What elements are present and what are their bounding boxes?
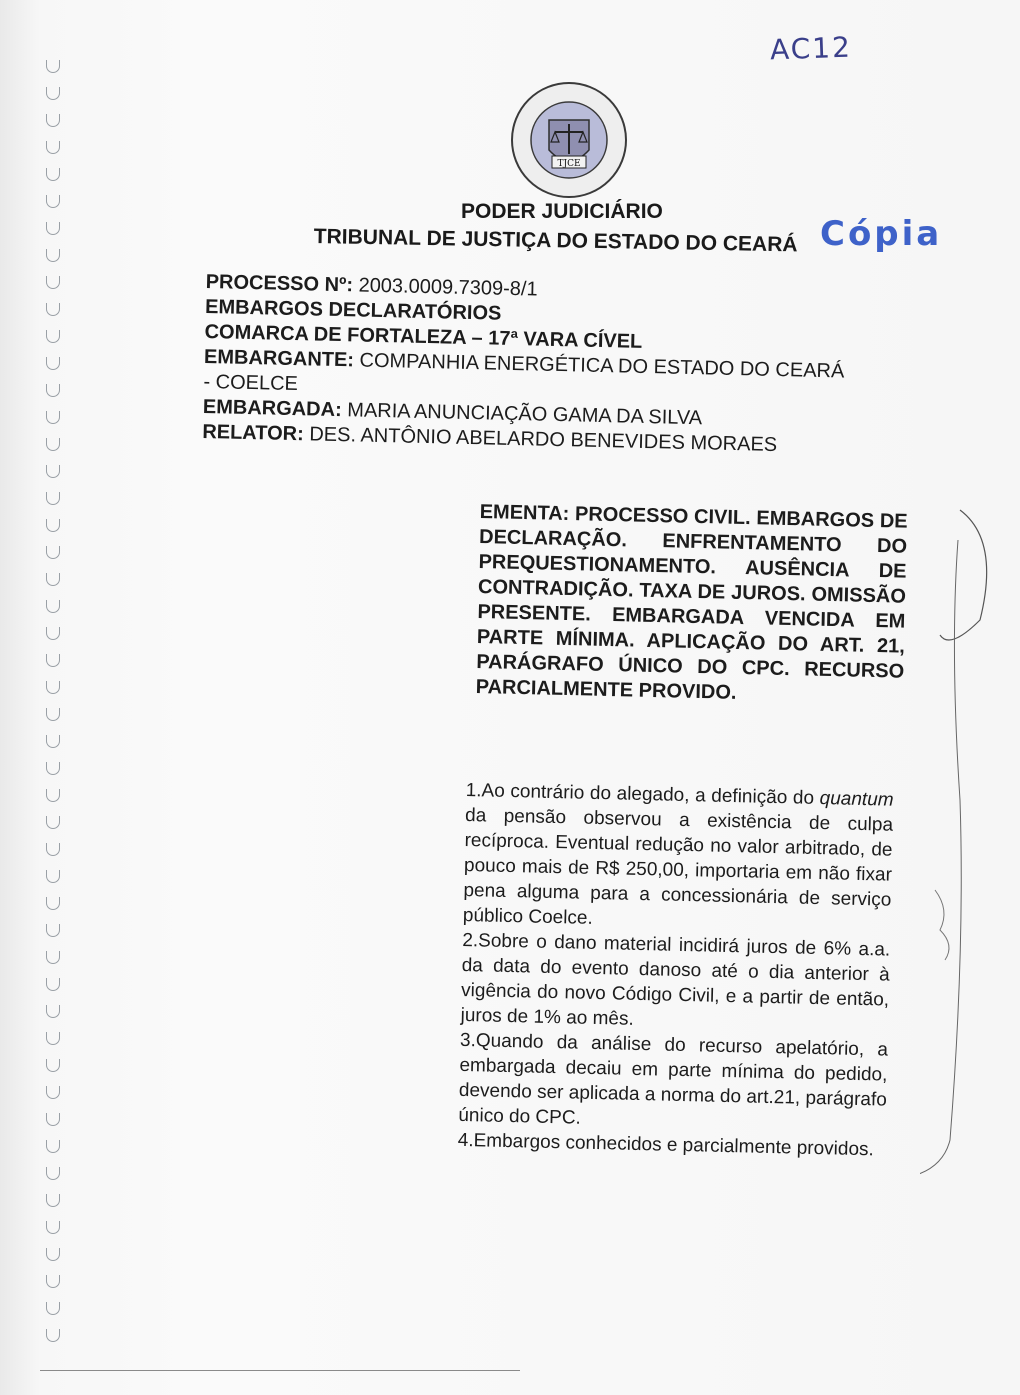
svg-text:TJCE: TJCE bbox=[557, 159, 581, 169]
binding-hole bbox=[46, 357, 60, 370]
binding-hole bbox=[46, 1194, 60, 1207]
item-3: 3.Quando da análise do recurso apelatório, a embargada decaiu em parte mínima do pedido, devendo ser aplicada a norma do art.21, parágrafo único do CPC. bbox=[458, 1029, 889, 1129]
item-4: 4.Embargos conhecidos e parcialmente providos. bbox=[457, 1129, 875, 1161]
binding-hole bbox=[46, 978, 60, 991]
tipo-line: EMBARGOS DECLARATÓRIOS bbox=[204, 295, 502, 325]
binding-hole bbox=[46, 681, 60, 694]
binding-hole bbox=[46, 114, 60, 127]
binding-hole bbox=[46, 168, 60, 181]
binding-hole bbox=[46, 1248, 60, 1261]
binding-hole bbox=[46, 438, 60, 451]
binding-hole bbox=[46, 924, 60, 937]
binding-hole bbox=[46, 870, 60, 883]
ementa-summary: EMENTA: PROCESSO CIVIL. EMBARGOS DE DECLARAÇÃO. ENFRENTAMENTO DO PREQUESTIONAMENTO. AUSÊNCIA DE CONTRADIÇÃO. TAXA DE JUROS. OMISSÃO PRESENTE. EMBARGADA VENCIDA EM PARTE MÍNIMA. APLICAÇÃO DO ART. 21, PARÁGRAFO ÚNICO DO CPC. RECURSO PARCIALMENTE PROVIDO. bbox=[475, 500, 908, 704]
binding-hole bbox=[46, 330, 60, 343]
court-title: TRIBUNAL DE JUSTIÇA DO ESTADO DO CEARÁ bbox=[313, 225, 798, 257]
copy-stamp: Cópia bbox=[820, 214, 943, 254]
binding-hole bbox=[46, 1086, 60, 1099]
binding-hole bbox=[46, 465, 60, 478]
binding-hole bbox=[46, 762, 60, 775]
binding-hole bbox=[46, 816, 60, 829]
court-seal-icon bbox=[508, 80, 630, 200]
binding-hole bbox=[46, 519, 60, 532]
embargante-cont-line: - COELCE bbox=[203, 370, 299, 396]
binding-hole bbox=[46, 1005, 60, 1018]
binding-hole bbox=[46, 1113, 60, 1126]
binding-hole bbox=[46, 411, 60, 424]
processo-line: PROCESSO Nº: 2003.0009.7309-8/1 bbox=[205, 270, 538, 301]
binding-hole bbox=[46, 303, 60, 316]
binding-hole bbox=[46, 1140, 60, 1153]
binding-hole bbox=[46, 951, 60, 964]
embargante-line: EMBARGANTE: COMPANHIA ENERGÉTICA DO ESTADO DO CEARÁ bbox=[203, 345, 845, 383]
binding-hole bbox=[46, 600, 60, 613]
bottom-rule bbox=[40, 1370, 520, 1371]
binding-hole bbox=[46, 1275, 60, 1288]
binding-hole bbox=[46, 249, 60, 262]
item-1: 1.Ao contrário do alegado, a definição do quantum da pensão observou a existência de culpa recíproca. Eventual redução no valor arbitrado, de pouco mais de R$ 250,00, importaria em não fixar pena alguma para a concessionária de serviço público Coelce. bbox=[462, 779, 894, 929]
binding-hole bbox=[46, 546, 60, 559]
binding-holes bbox=[46, 60, 64, 1380]
binding-hole bbox=[46, 1329, 60, 1342]
binding-hole bbox=[46, 654, 60, 667]
binding-hole bbox=[46, 789, 60, 802]
binding-hole bbox=[46, 1032, 60, 1045]
binding-hole bbox=[46, 87, 60, 100]
binding-hole bbox=[46, 1167, 60, 1180]
margin-signature-icon bbox=[920, 500, 1010, 1200]
binding-hole bbox=[46, 141, 60, 154]
binding-hole bbox=[46, 195, 60, 208]
binding-hole bbox=[46, 897, 60, 910]
item-2: 2.Sobre o dano material incidirá juros de 6% a.a. da data do evento danoso até o dia anterior à vigência do novo Código Civil, e a partir de então, juros de 1% ao mês. bbox=[460, 929, 891, 1030]
binding-hole bbox=[46, 573, 60, 586]
handwritten-reference: AC12 bbox=[769, 30, 853, 67]
comarca-line: COMARCA DE FORTALEZA – 17ª VARA CÍVEL bbox=[204, 320, 643, 353]
binding-hole bbox=[46, 708, 60, 721]
binding-hole bbox=[46, 492, 60, 505]
binding-hole bbox=[46, 735, 60, 748]
binding-hole bbox=[46, 1221, 60, 1234]
binding-hole bbox=[46, 276, 60, 289]
binding-hole bbox=[46, 1302, 60, 1315]
binding-hole bbox=[46, 60, 60, 73]
binding-hole bbox=[46, 384, 60, 397]
institution-title: PODER JUDICIÁRIO bbox=[461, 200, 663, 223]
binding-hole bbox=[46, 843, 60, 856]
binding-hole bbox=[46, 222, 60, 235]
binding-hole bbox=[46, 1059, 60, 1072]
case-metadata bbox=[202, 270, 926, 461]
ementa-items bbox=[457, 778, 893, 1163]
embargada-line: EMBARGADA: MARIA ANUNCIAÇÃO GAMA DA SILVA bbox=[202, 395, 703, 430]
relator-line: RELATOR: DES. ANTÔNIO ABELARDO BENEVIDES MORAES bbox=[202, 420, 778, 456]
binding-hole bbox=[46, 627, 60, 640]
